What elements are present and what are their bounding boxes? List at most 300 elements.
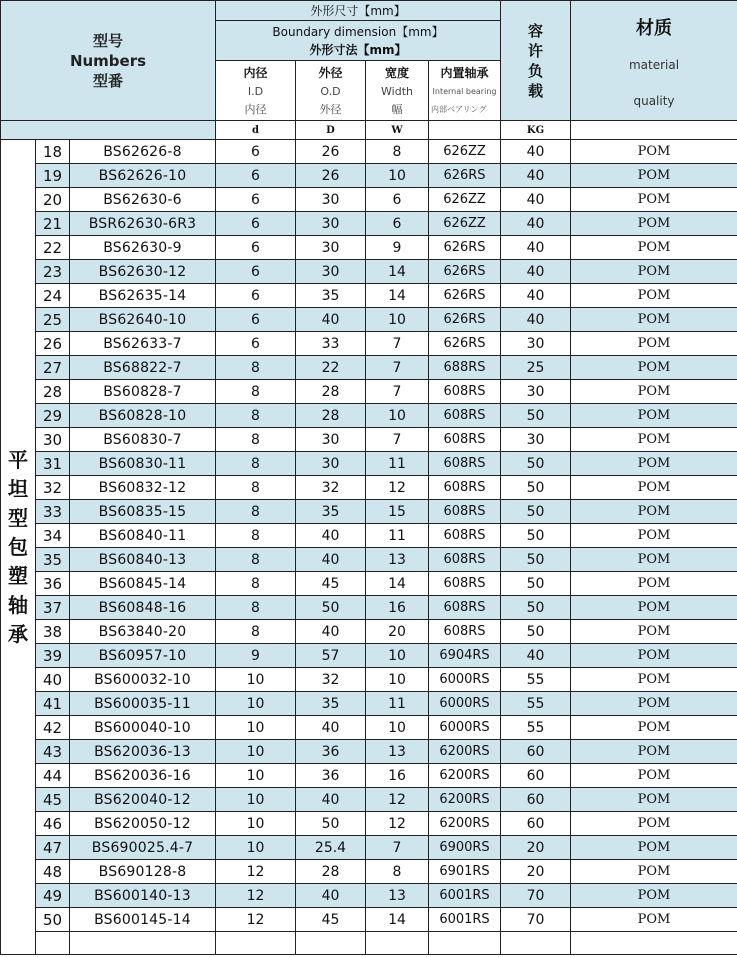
outer-diameter-cell: 32 (296, 476, 366, 500)
load-cell: 20 (501, 836, 571, 860)
material-cell: POM (571, 668, 737, 692)
row-number: 22 (36, 236, 70, 260)
width-cell: 6 (366, 188, 429, 212)
id-header (216, 61, 296, 121)
outer-diameter-cell: 57 (296, 644, 366, 668)
row-number: 20 (36, 188, 70, 212)
table-row (1, 332, 737, 356)
inner-diameter-cell: 6 (216, 308, 296, 332)
material-cell: POM (571, 740, 737, 764)
blank-cell (571, 932, 737, 955)
table-row (1, 164, 737, 188)
table-row (1, 524, 737, 548)
table-row (1, 452, 737, 476)
model-cell: BS600145-14 (70, 908, 216, 932)
table-row (1, 908, 737, 932)
load-cell: 50 (501, 596, 571, 620)
material-cell: POM (571, 428, 737, 452)
blank-cell (70, 932, 216, 955)
row-number: 19 (36, 164, 70, 188)
material-cell: POM (571, 476, 737, 500)
width-cell: 10 (366, 668, 429, 692)
model-header (1, 1, 216, 121)
load-header-cn: 容许负载 (528, 21, 544, 100)
width-cell: 11 (366, 692, 429, 716)
width-cell: 8 (366, 140, 429, 164)
table-row (1, 236, 737, 260)
load-cell: 40 (501, 308, 571, 332)
material-cell: POM (571, 164, 737, 188)
width-cell: 10 (366, 716, 429, 740)
bearing-cell: 608RS (429, 596, 501, 620)
material-cell: POM (571, 260, 737, 284)
blank-cell (501, 932, 571, 955)
load-header (501, 1, 571, 121)
material-cell: POM (571, 908, 737, 932)
row-number: 25 (36, 308, 70, 332)
od-header-en: O.D (320, 84, 341, 98)
width-cell: 11 (366, 452, 429, 476)
bearing-cell: 6000RS (429, 716, 501, 740)
row-number: 30 (36, 428, 70, 452)
load-cell: 55 (501, 668, 571, 692)
bearing-cell: 626ZZ (429, 140, 501, 164)
bearing-cell: 6000RS (429, 668, 501, 692)
load-cell: 30 (501, 428, 571, 452)
outer-diameter-cell: 30 (296, 428, 366, 452)
material-cell: POM (571, 332, 737, 356)
outer-diameter-cell: 30 (296, 212, 366, 236)
inner-diameter-cell: 10 (216, 764, 296, 788)
inner-diameter-cell: 6 (216, 188, 296, 212)
inner-diameter-cell: 8 (216, 380, 296, 404)
bearing-cell: 626RS (429, 308, 501, 332)
inner-diameter-cell: 10 (216, 788, 296, 812)
width-cell: 10 (366, 308, 429, 332)
bearing-cell: 6900RS (429, 836, 501, 860)
inner-diameter-cell: 6 (216, 332, 296, 356)
bearing-header-jp: 内部ベアリング (431, 104, 487, 114)
row-number: 26 (36, 332, 70, 356)
load-cell: 25 (501, 356, 571, 380)
table-row (1, 212, 737, 236)
width-cell: 13 (366, 548, 429, 572)
load-cell: 40 (501, 236, 571, 260)
row-number: 45 (36, 788, 70, 812)
inner-diameter-cell: 10 (216, 740, 296, 764)
model-cell: BS620050-12 (70, 812, 216, 836)
bearing-cell: 6001RS (429, 908, 501, 932)
dimension-header-en: Boundary dimension【mm】 (272, 25, 444, 39)
table-row (1, 836, 737, 860)
width-cell: 16 (366, 764, 429, 788)
row-number: 48 (36, 860, 70, 884)
outer-diameter-cell: 26 (296, 140, 366, 164)
row-number: 27 (36, 356, 70, 380)
row-number: 44 (36, 764, 70, 788)
inner-diameter-cell: 9 (216, 644, 296, 668)
outer-diameter-cell: 30 (296, 260, 366, 284)
inner-diameter-cell: 8 (216, 356, 296, 380)
row-number: 34 (36, 524, 70, 548)
row-number: 28 (36, 380, 70, 404)
dimension-subheader (216, 21, 501, 61)
inner-diameter-cell: 12 (216, 884, 296, 908)
load-cell: 20 (501, 860, 571, 884)
load-cell: 50 (501, 548, 571, 572)
inner-diameter-cell: 8 (216, 476, 296, 500)
unit-row-blank (1, 121, 216, 140)
material-header-cn: 材质 (636, 17, 673, 39)
row-number: 46 (36, 812, 70, 836)
width-cell: 14 (366, 908, 429, 932)
model-cell: BS62630-12 (70, 260, 216, 284)
table-row (1, 260, 737, 284)
material-cell: POM (571, 236, 737, 260)
width-cell: 12 (366, 812, 429, 836)
blank-cell (429, 932, 501, 955)
od-header (296, 61, 366, 121)
load-cell: 60 (501, 764, 571, 788)
id-header-en: I.D (247, 84, 264, 98)
outer-diameter-cell: 36 (296, 740, 366, 764)
load-cell: 40 (501, 188, 571, 212)
model-cell: BS60828-10 (70, 404, 216, 428)
load-cell: 70 (501, 884, 571, 908)
bearing-cell: 626RS (429, 236, 501, 260)
model-cell: BS63840-20 (70, 620, 216, 644)
model-cell: BS60830-11 (70, 452, 216, 476)
table-row (1, 404, 737, 428)
load-cell: 50 (501, 452, 571, 476)
row-number: 43 (36, 740, 70, 764)
dimension-header (216, 1, 501, 21)
material-cell: POM (571, 524, 737, 548)
unit-d: d (216, 121, 296, 140)
row-number: 18 (36, 140, 70, 164)
model-cell: BS600032-10 (70, 668, 216, 692)
table-row (1, 380, 737, 404)
load-cell: 50 (501, 404, 571, 428)
blank-cell (296, 932, 366, 955)
bearing-cell: 6200RS (429, 788, 501, 812)
load-cell: 40 (501, 140, 571, 164)
model-cell: BS60840-13 (70, 548, 216, 572)
width-cell: 16 (366, 596, 429, 620)
load-cell: 60 (501, 788, 571, 812)
width-cell: 8 (366, 860, 429, 884)
bearing-header-en: Internal bearing (432, 86, 497, 96)
row-number: 23 (36, 260, 70, 284)
row-number: 49 (36, 884, 70, 908)
bearing-cell: 6200RS (429, 812, 501, 836)
outer-diameter-cell: 35 (296, 500, 366, 524)
group-label-cell (1, 140, 36, 955)
row-number: 36 (36, 572, 70, 596)
bearing-cell: 608RS (429, 620, 501, 644)
table-row (1, 308, 737, 332)
width-header (366, 61, 429, 121)
bearing-cell: 608RS (429, 572, 501, 596)
model-cell: BS60845-14 (70, 572, 216, 596)
od-header-cn: 外径 (318, 65, 343, 80)
load-cell: 55 (501, 692, 571, 716)
row-number: 29 (36, 404, 70, 428)
table-row (1, 596, 737, 620)
width-header-jp: 幅 (391, 102, 403, 116)
row-number: 41 (36, 692, 70, 716)
blank-cell (36, 932, 70, 955)
unit-D: D (296, 121, 366, 140)
load-cell: 40 (501, 212, 571, 236)
bearing-cell: 626ZZ (429, 188, 501, 212)
row-number: 47 (36, 836, 70, 860)
outer-diameter-cell: 25.4 (296, 836, 366, 860)
model-cell: BS60835-15 (70, 500, 216, 524)
bearing-cell: 626RS (429, 164, 501, 188)
outer-diameter-cell: 40 (296, 620, 366, 644)
material-cell: POM (571, 884, 737, 908)
row-number: 37 (36, 596, 70, 620)
material-header (571, 1, 737, 121)
inner-diameter-cell: 10 (216, 668, 296, 692)
bearing-cell: 6000RS (429, 692, 501, 716)
model-cell: BS62630-9 (70, 236, 216, 260)
table-row (1, 716, 737, 740)
group-label: 平坦型包塑轴承 (8, 447, 28, 646)
model-cell: BS620036-16 (70, 764, 216, 788)
outer-diameter-cell: 50 (296, 596, 366, 620)
dimension-header-cn: 外形尺寸【mm】 (310, 3, 406, 18)
width-cell: 10 (366, 404, 429, 428)
width-cell: 14 (366, 572, 429, 596)
inner-diameter-cell: 10 (216, 836, 296, 860)
load-cell: 50 (501, 500, 571, 524)
width-cell: 15 (366, 500, 429, 524)
outer-diameter-cell: 40 (296, 524, 366, 548)
material-header-en2: quality (633, 93, 675, 108)
outer-diameter-cell: 45 (296, 572, 366, 596)
outer-diameter-cell: 30 (296, 236, 366, 260)
width-cell: 7 (366, 380, 429, 404)
bearing-cell: 608RS (429, 452, 501, 476)
width-cell: 13 (366, 740, 429, 764)
inner-diameter-cell: 8 (216, 572, 296, 596)
model-cell: BS62626-10 (70, 164, 216, 188)
width-cell: 14 (366, 284, 429, 308)
material-cell: POM (571, 548, 737, 572)
load-cell: 40 (501, 644, 571, 668)
inner-diameter-cell: 8 (216, 500, 296, 524)
outer-diameter-cell: 50 (296, 812, 366, 836)
load-cell: 40 (501, 164, 571, 188)
table-row (1, 860, 737, 884)
table-row (1, 764, 737, 788)
material-cell: POM (571, 380, 737, 404)
width-cell: 14 (366, 260, 429, 284)
model-cell: BS620040-12 (70, 788, 216, 812)
width-cell: 7 (366, 836, 429, 860)
inner-diameter-cell: 6 (216, 212, 296, 236)
material-cell: POM (571, 644, 737, 668)
material-cell: POM (571, 716, 737, 740)
bearing-cell: 6901RS (429, 860, 501, 884)
material-cell: POM (571, 404, 737, 428)
model-header-cn: 型号 (92, 31, 123, 50)
inner-diameter-cell: 6 (216, 284, 296, 308)
model-cell: BS62640-10 (70, 308, 216, 332)
width-cell: 11 (366, 524, 429, 548)
bearing-cell: 626RS (429, 284, 501, 308)
load-cell: 30 (501, 380, 571, 404)
table-row (1, 884, 737, 908)
table-row (1, 428, 737, 452)
bearing-header-cn: 内置轴承 (440, 65, 489, 80)
load-cell: 60 (501, 812, 571, 836)
outer-diameter-cell: 28 (296, 860, 366, 884)
inner-diameter-cell: 8 (216, 620, 296, 644)
model-cell: BS690128-8 (70, 860, 216, 884)
material-cell: POM (571, 692, 737, 716)
unit-W: W (366, 121, 429, 140)
load-cell: 30 (501, 332, 571, 356)
model-header-en: Numbers (69, 51, 147, 70)
material-cell: POM (571, 812, 737, 836)
row-number: 31 (36, 452, 70, 476)
material-cell: POM (571, 284, 737, 308)
bearing-cell: 608RS (429, 380, 501, 404)
table-row (1, 500, 737, 524)
table-row (1, 740, 737, 764)
load-cell: 50 (501, 476, 571, 500)
load-cell: 50 (501, 620, 571, 644)
outer-diameter-cell: 26 (296, 164, 366, 188)
outer-diameter-cell: 35 (296, 284, 366, 308)
bearing-header (429, 61, 501, 121)
outer-diameter-cell: 40 (296, 308, 366, 332)
row-number: 24 (36, 284, 70, 308)
blank-footer-row (1, 932, 737, 955)
model-cell: BS62635-14 (70, 284, 216, 308)
bearing-cell: 608RS (429, 404, 501, 428)
load-cell: 40 (501, 284, 571, 308)
outer-diameter-cell: 40 (296, 716, 366, 740)
blank-cell (366, 932, 429, 955)
table-row (1, 476, 737, 500)
model-cell: BS62626-8 (70, 140, 216, 164)
inner-diameter-cell: 8 (216, 524, 296, 548)
width-cell: 12 (366, 476, 429, 500)
bearing-cell: 608RS (429, 500, 501, 524)
model-cell: BS690025.4-7 (70, 836, 216, 860)
model-cell: BS62633-7 (70, 332, 216, 356)
unit-bearing-blank (429, 121, 501, 140)
material-cell: POM (571, 572, 737, 596)
material-cell: POM (571, 356, 737, 380)
outer-diameter-cell: 32 (296, 668, 366, 692)
table-row (1, 620, 737, 644)
material-cell: POM (571, 764, 737, 788)
width-cell: 10 (366, 644, 429, 668)
table-row (1, 572, 737, 596)
model-cell: BS60832-12 (70, 476, 216, 500)
row-number: 35 (36, 548, 70, 572)
bearing-cell: 608RS (429, 524, 501, 548)
width-cell: 20 (366, 620, 429, 644)
unit-kg: KG (501, 121, 571, 140)
load-cell: 50 (501, 572, 571, 596)
model-header-jp: 型番 (92, 71, 123, 90)
model-cell: BS60830-7 (70, 428, 216, 452)
width-cell: 7 (366, 332, 429, 356)
material-cell: POM (571, 188, 737, 212)
table-row (1, 692, 737, 716)
table-row (1, 668, 737, 692)
outer-diameter-cell: 40 (296, 884, 366, 908)
table-row (1, 812, 737, 836)
material-cell: POM (571, 788, 737, 812)
inner-diameter-cell: 12 (216, 860, 296, 884)
load-cell: 40 (501, 260, 571, 284)
width-cell: 13 (366, 884, 429, 908)
inner-diameter-cell: 8 (216, 428, 296, 452)
outer-diameter-cell: 33 (296, 332, 366, 356)
outer-diameter-cell: 28 (296, 380, 366, 404)
outer-diameter-cell: 22 (296, 356, 366, 380)
inner-diameter-cell: 12 (216, 908, 296, 932)
bearing-cell: 626RS (429, 332, 501, 356)
material-cell: POM (571, 860, 737, 884)
inner-diameter-cell: 10 (216, 692, 296, 716)
material-header-en1: material (628, 57, 680, 72)
bearing-cell: 626ZZ (429, 212, 501, 236)
row-number: 40 (36, 668, 70, 692)
material-cell: POM (571, 836, 737, 860)
bearing-cell: 6200RS (429, 764, 501, 788)
id-header-jp: 内径 (244, 102, 267, 116)
blank-cell (216, 932, 296, 955)
table-row (1, 284, 737, 308)
material-cell: POM (571, 620, 737, 644)
width-header-cn: 宽度 (384, 65, 409, 80)
bearing-cell: 608RS (429, 476, 501, 500)
table-row (1, 140, 737, 164)
table-row (1, 644, 737, 668)
model-cell: BS600040-10 (70, 716, 216, 740)
row-number: 42 (36, 716, 70, 740)
bearing-cell: 688RS (429, 356, 501, 380)
width-cell: 9 (366, 236, 429, 260)
inner-diameter-cell: 10 (216, 716, 296, 740)
model-cell: BSR62630-6R3 (70, 212, 216, 236)
material-cell: POM (571, 452, 737, 476)
row-number: 38 (36, 620, 70, 644)
inner-diameter-cell: 8 (216, 548, 296, 572)
unit-material-blank (571, 121, 737, 140)
outer-diameter-cell: 28 (296, 404, 366, 428)
material-cell: POM (571, 500, 737, 524)
inner-diameter-cell: 6 (216, 140, 296, 164)
inner-diameter-cell: 6 (216, 236, 296, 260)
model-cell: BS60848-16 (70, 596, 216, 620)
bearing-cell: 626RS (429, 260, 501, 284)
load-cell: 60 (501, 740, 571, 764)
id-header-cn: 内径 (243, 65, 268, 80)
inner-diameter-cell: 10 (216, 812, 296, 836)
row-number: 21 (36, 212, 70, 236)
outer-diameter-cell: 30 (296, 188, 366, 212)
bearing-cell: 608RS (429, 428, 501, 452)
